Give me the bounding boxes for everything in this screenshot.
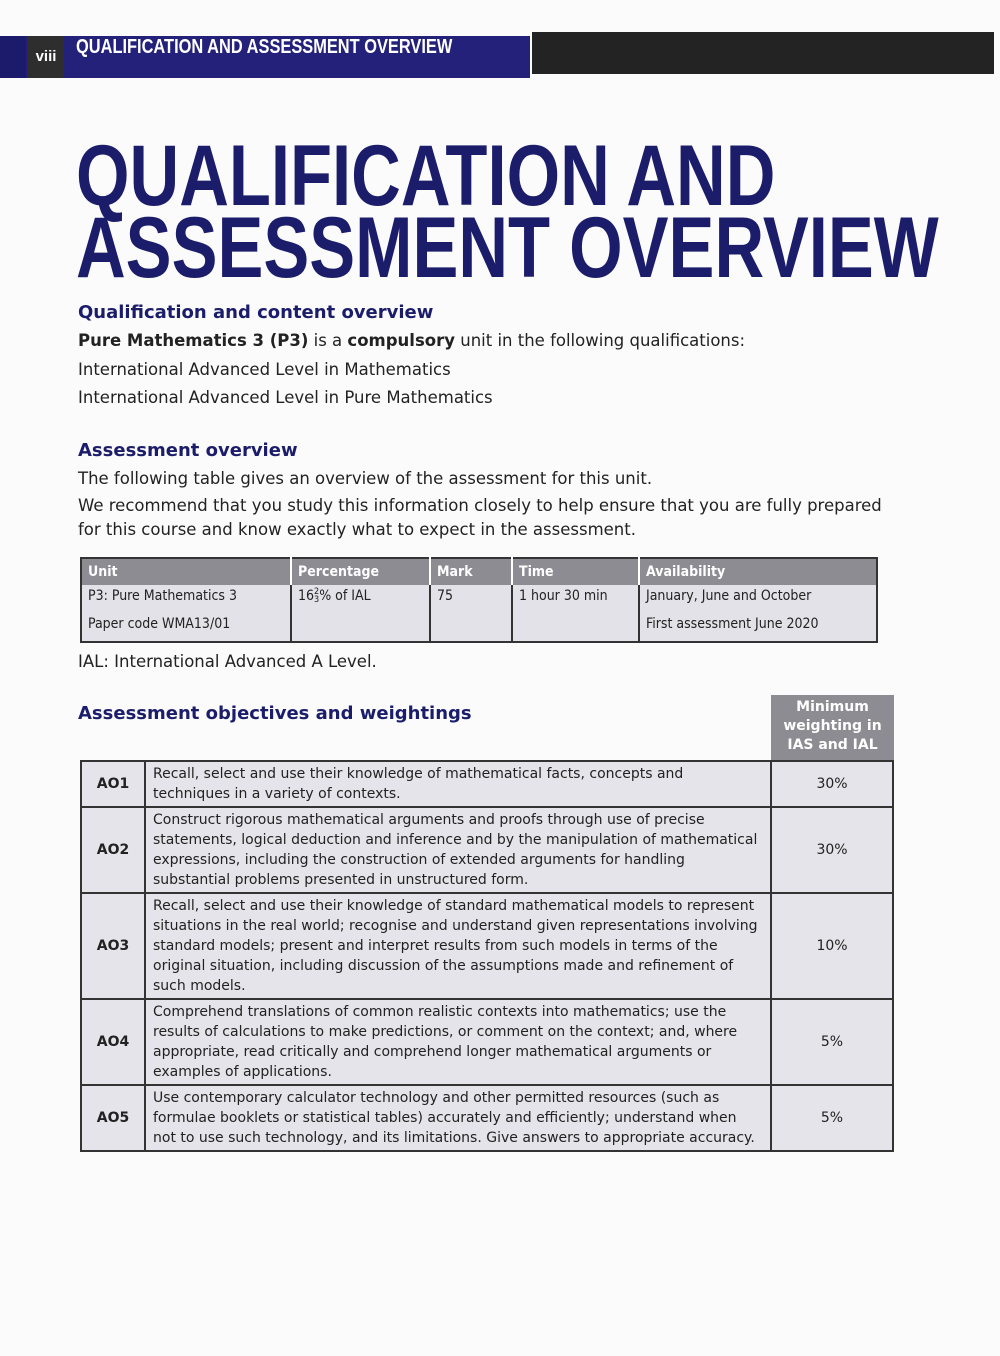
qualification-item: International Advanced Level in Pure Mathematics (78, 388, 493, 407)
running-header-title: QUALIFICATION AND ASSESSMENT OVERVIEW (76, 36, 453, 58)
assessment-heading: Assessment overview (78, 440, 298, 461)
objective-row (81, 999, 893, 1085)
objective-weight: 30% (771, 761, 893, 807)
qualification-heading: Qualification and content overview (78, 302, 434, 323)
pct-num: 2 (314, 587, 320, 597)
unit-intro (78, 329, 745, 353)
paper-code-cell: Paper code WMA13/01 (81, 613, 291, 642)
header-percentage: Percentage (291, 558, 430, 585)
objective-code: AO2 (81, 807, 145, 893)
unit-name: Pure Mathematics 3 (P3) (78, 331, 309, 350)
unit-cell: P3: Pure Mathematics 3 (81, 585, 291, 613)
percentage-cell (291, 585, 430, 642)
title-line-2: ASSESSMENT OVERVIEW (76, 200, 939, 296)
objective-text: Recall, select and use their knowledge of standard mathematical models to represent situations in the real world; recognise and understand given representations involving standard models; present and interpret results from such models in terms of the original situation, including discussion of the assumptions made and refinement of such models. (145, 893, 771, 999)
first-assessment-cell: First assessment June 2020 (639, 613, 877, 642)
objective-code: AO1 (81, 761, 145, 807)
objective-weight: 5% (771, 1085, 893, 1151)
objective-code: AO4 (81, 999, 145, 1085)
header-availability: Availability (639, 558, 877, 585)
header-time: Time (512, 558, 639, 585)
pct-rest: % of IAL (319, 588, 371, 604)
objective-row (81, 761, 893, 807)
weighting-header: Minimum weighting in IAS and IAL (771, 695, 894, 760)
page-title (76, 128, 939, 296)
availability-cell: January, June and October (639, 585, 877, 613)
compulsory-text: compulsory (347, 331, 455, 350)
text: unit in the following qualifications: (455, 331, 746, 350)
objective-text: Comprehend translations of common realistic contexts into mathematics; use the results of calculations to make predictions, or comment on the context; and, where appropriate, read critically and comprehend longer mathematical arguments or examples of applications. (145, 999, 771, 1085)
table-row (81, 585, 877, 613)
pct-den: 3 (314, 595, 320, 605)
ial-note: IAL: International Advanced A Level. (78, 652, 377, 671)
header-unit: Unit (81, 558, 291, 585)
text: is a (308, 331, 348, 350)
assessment-table (80, 557, 878, 643)
table-header-row (81, 558, 877, 585)
objective-weight: 30% (771, 807, 893, 893)
objective-text: Recall, select and use their knowledge of mathematical facts, concepts and techniques in a variety of contexts. (145, 761, 771, 807)
objective-row (81, 1085, 893, 1151)
objective-code: AO5 (81, 1085, 145, 1151)
objective-text: Construct rigorous mathematical arguments and proofs through use of precise statements, logical deduction and inference and by the manipulation of mathematical expressions, including the construction of extended arguments for handling substantial problems presented in unstructured form. (145, 807, 771, 893)
page-number: viii (28, 36, 64, 78)
header-band-edge (0, 36, 26, 78)
pct-whole: 16 (298, 588, 315, 604)
objective-row (81, 807, 893, 893)
objectives-heading: Assessment objectives and weightings (78, 703, 472, 724)
objective-text: Use contemporary calculator technology and other permitted resources (such as formulae booklets or statistical tables) accurately and efficiently; understand when not to use such technology, and its limitations. Give answers to appropriate accuracy. (145, 1085, 771, 1151)
assessment-p2: We recommend that you study this information closely to help ensure that you are fully prepared for this course and know exactly what to expect in the assessment. (78, 496, 882, 539)
mark-cell: 75 (430, 585, 512, 642)
objective-weight: 5% (771, 999, 893, 1085)
objective-code: AO3 (81, 893, 145, 999)
header-mark: Mark (430, 558, 512, 585)
objective-weight: 10% (771, 893, 893, 999)
objectives-table (80, 760, 894, 1152)
time-cell: 1 hour 30 min (512, 585, 639, 642)
header-dark-band (532, 32, 994, 74)
objective-row (81, 893, 893, 999)
title-line-1: QUALIFICATION AND (76, 128, 776, 224)
assessment-p1: The following table gives an overview of the assessment for this unit. (78, 469, 653, 488)
qualification-item: International Advanced Level in Mathematics (78, 360, 451, 379)
